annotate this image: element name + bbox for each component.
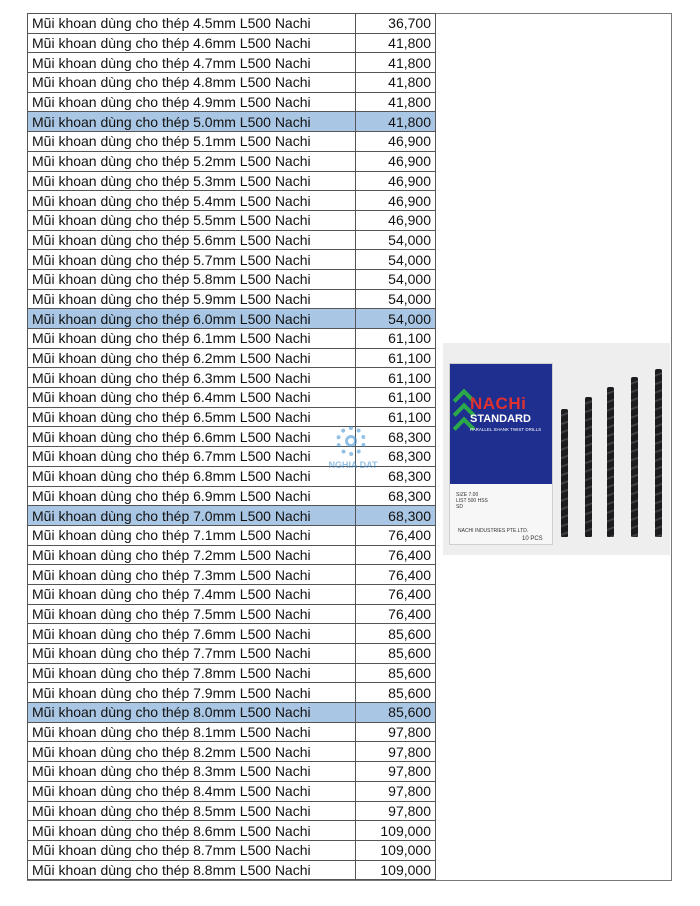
price-cell: 76,400 (356, 565, 436, 585)
package-info (456, 492, 488, 510)
table-row (28, 269, 436, 289)
table-row (28, 388, 436, 408)
table-row (28, 663, 436, 683)
product-description-cell: Mũi khoan dùng cho thép 6.0mm L500 Nachi (28, 309, 356, 329)
price-cell: 46,900 (356, 191, 436, 211)
price-cell: 109,000 (356, 840, 436, 860)
product-description-cell: Mũi khoan dùng cho thép 8.2mm L500 Nachi (28, 742, 356, 762)
table-row (28, 171, 436, 191)
product-description-cell: Mũi khoan dùng cho thép 5.8mm L500 Nachi (28, 269, 356, 289)
product-description-cell: Mũi khoan dùng cho thép 8.1mm L500 Nachi (28, 722, 356, 742)
price-cell: 68,300 (356, 447, 436, 467)
table-row (28, 840, 436, 860)
product-description-cell: Mũi khoan dùng cho thép 8.7mm L500 Nachi (28, 840, 356, 860)
product-description-cell: Mũi khoan dùng cho thép 5.3mm L500 Nachi (28, 171, 356, 191)
table-row (28, 525, 436, 545)
product-image (443, 343, 670, 555)
table-row (28, 53, 436, 73)
price-cell: 76,400 (356, 604, 436, 624)
price-cell: 97,800 (356, 762, 436, 782)
product-description-cell: Mũi khoan dùng cho thép 4.7mm L500 Nachi (28, 53, 356, 73)
table-row (28, 584, 436, 604)
price-cell: 46,900 (356, 132, 436, 152)
product-description-cell: Mũi khoan dùng cho thép 7.6mm L500 Nachi (28, 624, 356, 644)
product-description-cell: Mũi khoan dùng cho thép 8.3mm L500 Nachi (28, 762, 356, 782)
price-cell: 46,900 (356, 210, 436, 230)
table-row (28, 309, 436, 329)
product-description-cell: Mũi khoan dùng cho thép 6.4mm L500 Nachi (28, 388, 356, 408)
price-cell: 85,600 (356, 624, 436, 644)
product-description-cell: Mũi khoan dùng cho thép 7.9mm L500 Nachi (28, 683, 356, 703)
price-cell: 85,600 (356, 703, 436, 723)
drill-bit-icon (655, 369, 662, 537)
product-description-cell: Mũi khoan dùng cho thép 7.1mm L500 Nachi (28, 525, 356, 545)
product-description-cell: Mũi khoan dùng cho thép 4.9mm L500 Nachi (28, 92, 356, 112)
table-row (28, 644, 436, 664)
table-row (28, 289, 436, 309)
price-cell: 85,600 (356, 683, 436, 703)
product-description-cell: Mũi khoan dùng cho thép 5.1mm L500 Nachi (28, 132, 356, 152)
price-cell: 85,600 (356, 663, 436, 683)
product-description-cell: Mũi khoan dùng cho thép 4.5mm L500 Nachi (28, 14, 356, 34)
drill-bit-icon (561, 409, 568, 537)
table-row (28, 33, 436, 53)
product-description-cell: Mũi khoan dùng cho thép 5.9mm L500 Nachi (28, 289, 356, 309)
product-description-cell: Mũi khoan dùng cho thép 6.8mm L500 Nachi (28, 466, 356, 486)
price-cell: 61,100 (356, 348, 436, 368)
table-row (28, 624, 436, 644)
drill-bit-icon (585, 397, 592, 537)
table-row (28, 762, 436, 782)
table-row (28, 230, 436, 250)
price-cell: 46,900 (356, 171, 436, 191)
package-series: STANDARD (470, 413, 531, 425)
product-description-cell: Mũi khoan dùng cho thép 8.8mm L500 Nachi (28, 860, 356, 880)
package-quantity: 10 PCS (522, 536, 543, 542)
table-row (28, 506, 436, 526)
price-cell: 97,800 (356, 781, 436, 801)
table-row (28, 92, 436, 112)
table-row (28, 368, 436, 388)
table-row (28, 348, 436, 368)
product-description-cell: Mũi khoan dùng cho thép 6.5mm L500 Nachi (28, 407, 356, 427)
table-row (28, 545, 436, 565)
price-cell: 36,700 (356, 14, 436, 34)
price-cell: 54,000 (356, 230, 436, 250)
product-description-cell: Mũi khoan dùng cho thép 8.6mm L500 Nachi (28, 821, 356, 841)
product-description-cell: Mũi khoan dùng cho thép 6.9mm L500 Nachi (28, 486, 356, 506)
price-cell: 41,800 (356, 73, 436, 93)
price-cell: 54,000 (356, 269, 436, 289)
table-row (28, 151, 436, 171)
table-row (28, 781, 436, 801)
product-description-cell: Mũi khoan dùng cho thép 6.2mm L500 Nachi (28, 348, 356, 368)
product-description-cell: Mũi khoan dùng cho thép 7.5mm L500 Nachi (28, 604, 356, 624)
table-row (28, 703, 436, 723)
table-row (28, 604, 436, 624)
price-cell: 41,800 (356, 92, 436, 112)
price-cell: 68,300 (356, 466, 436, 486)
table-row (28, 329, 436, 349)
drill-package (449, 363, 553, 545)
package-size: SIZE 7.00 (456, 492, 479, 498)
table-row (28, 250, 436, 270)
price-cell: 76,400 (356, 584, 436, 604)
package-manufacturer: NACHI INDUSTRIES PTE.LTD. (458, 528, 529, 534)
table-row (28, 486, 436, 506)
product-description-cell: Mũi khoan dùng cho thép 7.0mm L500 Nachi (28, 506, 356, 526)
price-cell: 61,100 (356, 388, 436, 408)
product-description-cell: Mũi khoan dùng cho thép 7.4mm L500 Nachi (28, 584, 356, 604)
table-row (28, 73, 436, 93)
price-cell: 85,600 (356, 644, 436, 664)
price-cell: 61,100 (356, 368, 436, 388)
package-brand: NACHi (470, 394, 527, 413)
product-description-cell: Mũi khoan dùng cho thép 7.8mm L500 Nachi (28, 663, 356, 683)
gear-hub-icon (345, 435, 357, 447)
table-row (28, 14, 436, 34)
product-description-cell: Mũi khoan dùng cho thép 5.4mm L500 Nachi (28, 191, 356, 211)
table-row (28, 860, 436, 880)
product-description-cell: Mũi khoan dùng cho thép 6.3mm L500 Nachi (28, 368, 356, 388)
table-row (28, 132, 436, 152)
price-cell: 68,300 (356, 486, 436, 506)
price-cell: 61,100 (356, 407, 436, 427)
price-cell: 109,000 (356, 860, 436, 880)
package-code: SD (456, 504, 463, 510)
watermark-logo (318, 426, 388, 476)
price-cell: 97,800 (356, 801, 436, 821)
table-row (28, 210, 436, 230)
product-description-cell: Mũi khoan dùng cho thép 7.3mm L500 Nachi (28, 565, 356, 585)
product-description-cell: Mũi khoan dùng cho thép 5.0mm L500 Nachi (28, 112, 356, 132)
price-cell: 54,000 (356, 309, 436, 329)
product-description-cell: Mũi khoan dùng cho thép 8.5mm L500 Nachi (28, 801, 356, 821)
product-description-cell: Mũi khoan dùng cho thép 5.5mm L500 Nachi (28, 210, 356, 230)
table-row (28, 565, 436, 585)
price-cell: 97,800 (356, 722, 436, 742)
price-cell: 41,800 (356, 53, 436, 73)
price-cell: 109,000 (356, 821, 436, 841)
table-row (28, 112, 436, 132)
product-description-cell: Mũi khoan dùng cho thép 5.7mm L500 Nachi (28, 250, 356, 270)
product-description-cell: Mũi khoan dùng cho thép 6.7mm L500 Nachi (28, 447, 356, 467)
product-description-cell: Mũi khoan dùng cho thép 7.7mm L500 Nachi (28, 644, 356, 664)
product-description-cell: Mũi khoan dùng cho thép 5.6mm L500 Nachi (28, 230, 356, 250)
price-cell: 46,900 (356, 151, 436, 171)
price-cell: 61,100 (356, 329, 436, 349)
package-list: LIST 500 HSS (456, 498, 488, 504)
product-description-cell: Mũi khoan dùng cho thép 5.2mm L500 Nachi (28, 151, 356, 171)
price-cell: 41,800 (356, 112, 436, 132)
product-description-cell: Mũi khoan dùng cho thép 8.4mm L500 Nachi (28, 781, 356, 801)
price-cell: 68,300 (356, 506, 436, 526)
table-row (28, 801, 436, 821)
table-row (28, 742, 436, 762)
price-cell: 76,400 (356, 525, 436, 545)
table-row (28, 821, 436, 841)
drill-bit-icon (607, 387, 614, 537)
price-cell: 68,300 (356, 427, 436, 447)
product-description-cell: Mũi khoan dùng cho thép 4.6mm L500 Nachi (28, 33, 356, 53)
product-description-cell: Mũi khoan dùng cho thép 6.1mm L500 Nachi (28, 329, 356, 349)
price-cell: 97,800 (356, 742, 436, 762)
price-cell: 41,800 (356, 33, 436, 53)
table-row (28, 722, 436, 742)
package-label-band (450, 364, 552, 484)
drill-bit-icon (631, 377, 638, 537)
product-description-cell: Mũi khoan dùng cho thép 7.2mm L500 Nachi (28, 545, 356, 565)
price-cell: 76,400 (356, 545, 436, 565)
table-row (28, 683, 436, 703)
price-cell: 54,000 (356, 250, 436, 270)
product-description-cell: Mũi khoan dùng cho thép 8.0mm L500 Nachi (28, 703, 356, 723)
table-row (28, 191, 436, 211)
product-description-cell: Mũi khoan dùng cho thép 4.8mm L500 Nachi (28, 73, 356, 93)
product-description-cell: Mũi khoan dùng cho thép 6.6mm L500 Nachi (28, 427, 356, 447)
price-cell: 54,000 (356, 289, 436, 309)
table-row (28, 407, 436, 427)
package-subline: PARALLEL SHANK TWIST DRILLS (470, 427, 542, 432)
watermark-text: NGHIA DAT (328, 460, 378, 470)
